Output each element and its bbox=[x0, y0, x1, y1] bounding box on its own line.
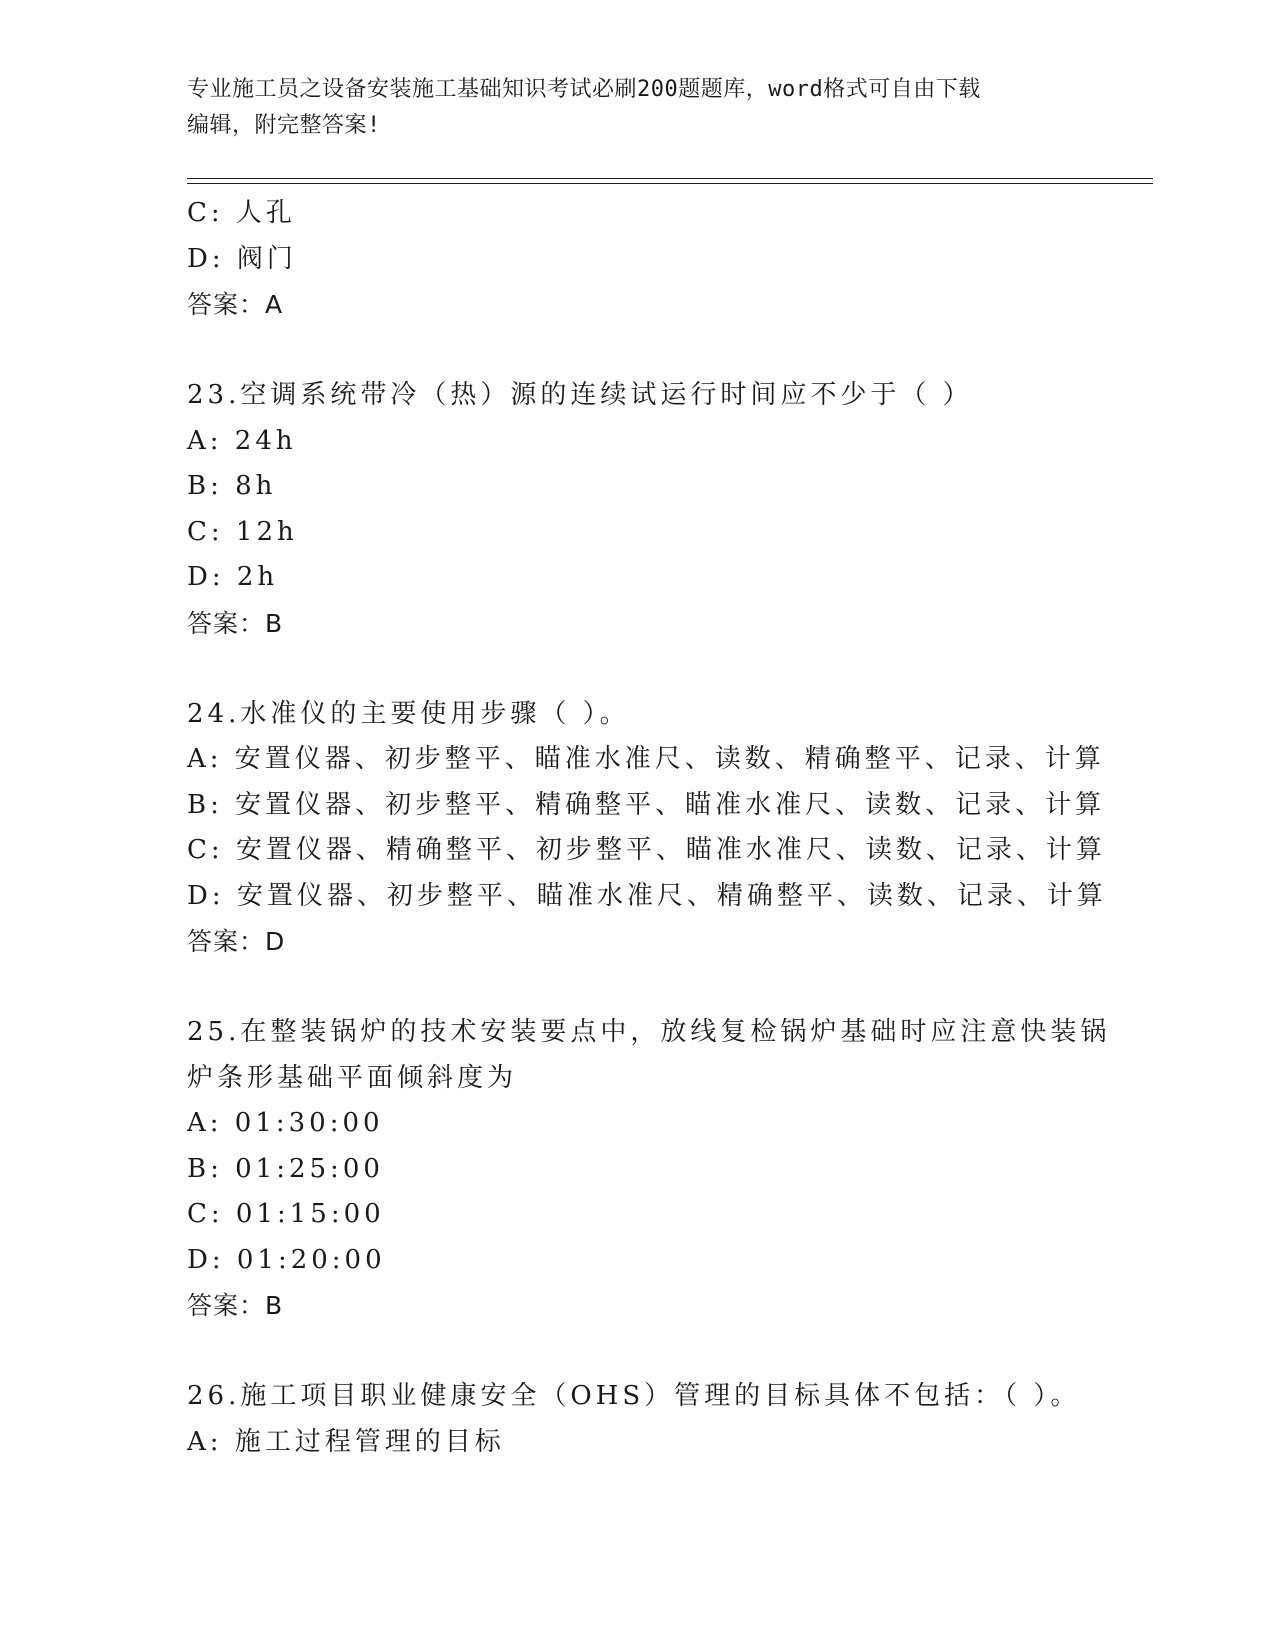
question-continued bbox=[187, 191, 1087, 328]
option-d: D: 阀门 bbox=[187, 243, 297, 274]
answer-line: 答案：B bbox=[187, 608, 284, 638]
question-stem: 26.施工项目职业健康安全（OHS）管理的目标具体不包括：（ ）。 bbox=[187, 1381, 1081, 1411]
question-stem: 24.水准仪的主要使用步骤（ ）。 bbox=[187, 698, 630, 729]
option-a: A: 01:30:00 bbox=[187, 1108, 384, 1138]
option-b: B: 8h bbox=[187, 471, 277, 501]
spacer bbox=[187, 1329, 1087, 1375]
option-b: B: 01:25:00 bbox=[187, 1153, 384, 1184]
question-26 bbox=[187, 1374, 1087, 1465]
option-d: D: 安置仪器、初步整平、瞄准水准尺、精确整平、读数、记录、计算 bbox=[187, 880, 1107, 911]
option-a: A: 安置仪器、初步整平、瞄准水准尺、读数、精确整平、记录、计算 bbox=[187, 744, 1105, 774]
option-d: D: 01:20:00 bbox=[187, 1244, 386, 1275]
answer-line: 答案：B bbox=[187, 1291, 284, 1320]
question-23 bbox=[187, 373, 1087, 646]
question-list bbox=[187, 191, 1111, 1465]
header-divider-top bbox=[187, 178, 1153, 179]
option-a: A: 施工过程管理的目标 bbox=[187, 1426, 505, 1457]
answer-line: 答案：A bbox=[187, 290, 284, 319]
option-b: B: 安置仪器、初步整平、精确整平、瞄准水准尺、读数、记录、计算 bbox=[187, 789, 1106, 820]
question-stem-line-1: 25.在整装锅炉的技术安装要点中，放线复检锅炉基础时应注意快装锅 bbox=[187, 1017, 1111, 1047]
question-stem: 23.空调系统带冷（热）源的连续试运行时间应不少于（ ） bbox=[187, 380, 973, 410]
option-d: D: 2h bbox=[187, 562, 279, 592]
document-header bbox=[187, 72, 1067, 144]
spacer bbox=[187, 646, 1087, 692]
header-line-1: 专业施工员之设备安装施工基础知识考试必刷200题题库，word格式可自由下载 bbox=[187, 77, 981, 102]
header-line-2: 编辑，附完整答案! bbox=[187, 113, 381, 138]
option-c: C: 01:15:00 bbox=[187, 1199, 385, 1229]
option-c: C: 12h bbox=[187, 516, 298, 547]
option-c: C: 人孔 bbox=[187, 198, 296, 228]
header-divider-bottom bbox=[187, 183, 1153, 184]
question-24 bbox=[187, 692, 1107, 965]
option-c: C: 安置仪器、精确整平、初步整平、瞄准水准尺、读数、记录、计算 bbox=[187, 835, 1106, 865]
spacer bbox=[187, 965, 1087, 1011]
answer-line: 答案：D bbox=[187, 927, 286, 956]
question-25 bbox=[187, 1010, 1111, 1329]
option-a: A: 24h bbox=[187, 425, 297, 456]
question-stem-line-2: 炉条形基础平面倾斜度为 bbox=[187, 1062, 518, 1093]
spacer bbox=[187, 328, 1087, 374]
